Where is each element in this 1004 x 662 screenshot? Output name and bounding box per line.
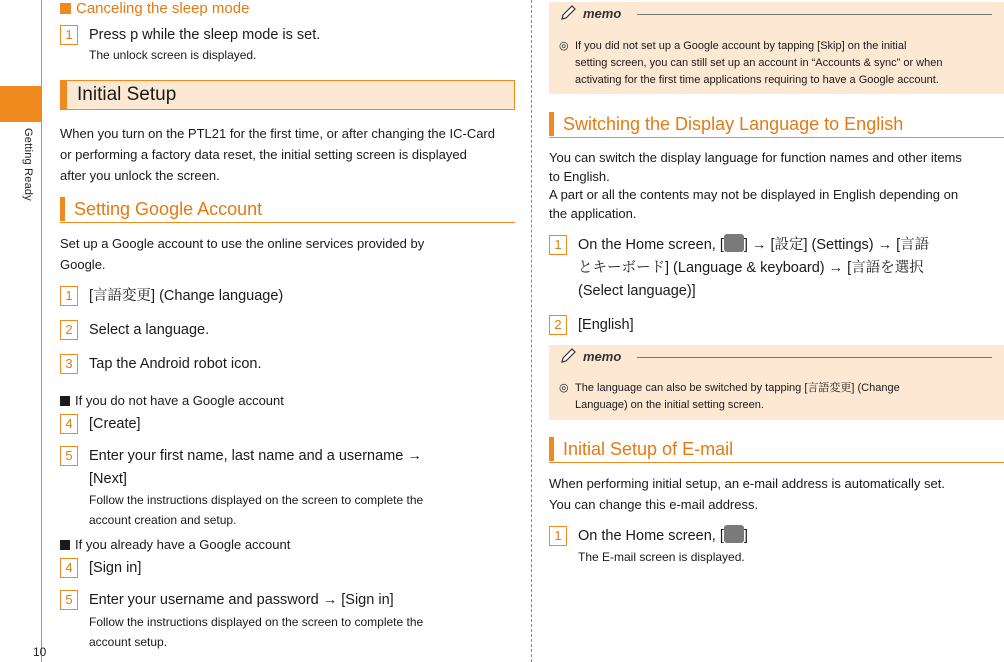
page-number: 10 xyxy=(33,645,47,659)
no-account-heading: If you do not have a Google account xyxy=(60,393,284,408)
google-heading-rule xyxy=(60,222,515,223)
no-account-step-number: 5 xyxy=(60,446,78,466)
memo-title: memo xyxy=(583,6,622,21)
memo-line1-text: The language can also be switched by tapping [言語変更] (Change xyxy=(575,382,900,394)
google-step: [言語変更] (Change language) xyxy=(89,288,284,304)
memo-rule xyxy=(637,357,992,358)
email-heading: Initial Setup of E-mail xyxy=(549,437,733,461)
language-para-line2: to English. xyxy=(549,169,610,184)
language-step-line3: (Select language)] xyxy=(578,283,696,299)
sleep-step-number: 1 xyxy=(60,25,78,45)
no-account-note-line2: account creation and setup. xyxy=(89,513,237,527)
column-divider xyxy=(531,0,532,662)
memo-box xyxy=(549,345,1004,420)
no-account-note-line1: Follow the instructions displayed on the screen to complete the xyxy=(89,493,424,507)
google-step-number: 2 xyxy=(60,320,78,340)
have-account-note-line2: account setup. xyxy=(89,635,168,649)
sleep-step-note: The unlock screen is displayed. xyxy=(89,48,257,62)
have-account-step: [Sign in] xyxy=(89,560,142,576)
pencil-icon xyxy=(559,4,577,22)
email-step-a: On the Home screen, [ xyxy=(578,528,724,544)
email-para-line2: You can change this e-mail address. xyxy=(549,497,759,512)
initial-para-line2: or performing a factory data reset, the initial setting screen is displayed xyxy=(60,147,467,162)
email-step xyxy=(578,525,748,547)
initial-setup-heading: Initial Setup xyxy=(60,80,515,110)
sleep-step: Press p while the sleep mode is set. xyxy=(89,27,321,43)
language-heading: Switching the Display Language to English xyxy=(549,112,903,136)
no-account-step-cont: [Next] xyxy=(89,471,127,487)
no-account-step: Enter your first name, last name and a username → xyxy=(89,448,422,464)
language-heading-rule xyxy=(549,137,1004,138)
memo-box xyxy=(549,2,1004,94)
language-step-line1-b: ] → [設定] (Settings) → [言語 xyxy=(743,237,930,253)
memo-rule xyxy=(637,14,992,15)
email-para-line1: When performing initial setup, an e-mail address is automatically set. xyxy=(549,476,945,491)
have-account-step-number: 5 xyxy=(60,590,78,610)
language-para-line4: the application. xyxy=(549,206,637,221)
email-heading-rule xyxy=(549,462,1004,463)
google-step-number: 1 xyxy=(60,286,78,306)
memo-line1 xyxy=(559,380,900,397)
language-step-line1 xyxy=(578,234,929,256)
email-step-number: 1 xyxy=(549,526,567,546)
initial-para-line3: after you unlock the screen. xyxy=(60,168,220,183)
language-step-number: 2 xyxy=(549,315,567,335)
google-step: Tap the Android robot icon. xyxy=(89,356,262,372)
language-step-line2: とキーボード] (Language & keyboard) → [言語を選択 xyxy=(578,260,924,276)
language-para-line1: You can switch the display language for function names and other items xyxy=(549,150,962,165)
memo-line2: Language) on the initial setting screen. xyxy=(575,399,764,411)
memo-line3: activating for the first time applications requiring to have a Google account. xyxy=(575,74,939,86)
section-label: Getting Ready xyxy=(22,128,34,201)
language-para-line3: A part or all the contents may not be displayed in English depending on xyxy=(549,187,959,202)
have-account-step-number: 4 xyxy=(60,558,78,578)
google-para-line2: Google. xyxy=(60,257,106,272)
google-step: Select a language. xyxy=(89,322,210,338)
initial-para-line1: When you turn on the PTL21 for the first time, or after changing the IC-Card xyxy=(60,126,495,141)
google-heading: Setting Google Account xyxy=(60,197,262,221)
no-account-step-number: 4 xyxy=(60,414,78,434)
email-step-b: ] xyxy=(743,528,748,544)
language-step: [English] xyxy=(578,317,634,333)
no-account-step: [Create] xyxy=(89,416,141,432)
have-account-note-line1: Follow the instructions displayed on the screen to complete the xyxy=(89,615,424,629)
email-app-icon xyxy=(724,525,744,543)
language-step-number: 1 xyxy=(549,235,567,255)
language-step-line1-a: On the Home screen, [ xyxy=(578,237,724,253)
google-para-line1: Set up a Google account to use the online services provided by xyxy=(60,236,425,251)
google-step-number: 3 xyxy=(60,354,78,374)
memo-line2: setting screen, you can still set up an account in “Accounts & sync” or when xyxy=(575,57,943,69)
email-step-note: The E-mail screen is displayed. xyxy=(578,550,745,564)
memo-line1-text: If you did not set up a Google account by tapping [Skip] on the initial xyxy=(575,40,907,52)
margin-rule xyxy=(41,0,42,662)
have-account-heading: If you already have a Google account xyxy=(60,537,290,552)
memo-mark: ◎ xyxy=(559,40,569,52)
memo-line1 xyxy=(559,38,907,55)
memo-mark: ◎ xyxy=(559,382,569,394)
section-tab xyxy=(0,86,42,122)
app-list-icon xyxy=(724,234,744,252)
pencil-icon xyxy=(559,347,577,365)
have-account-step: Enter your username and password → [Sign in] xyxy=(89,592,394,608)
memo-title: memo xyxy=(583,349,622,364)
sleep-heading: Canceling the sleep mode xyxy=(60,0,249,17)
